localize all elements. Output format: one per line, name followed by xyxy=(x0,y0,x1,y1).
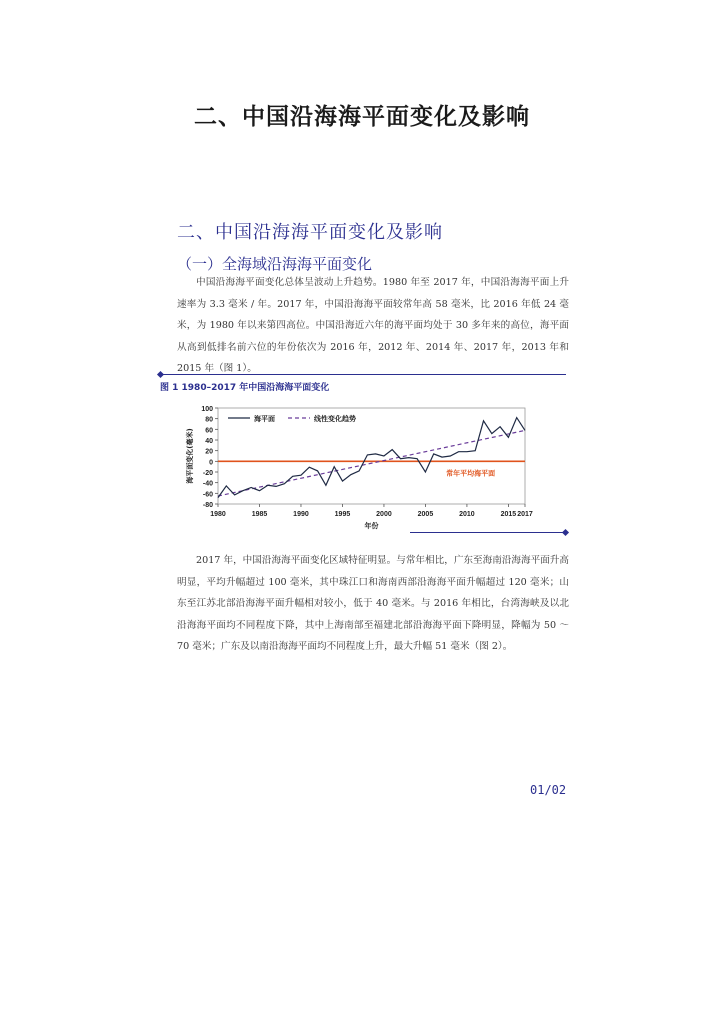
paragraph-regional-change: 2017 年，中国沿海海平面变化区域特征明显。与常年相比，广东至海南沿海海平面升高明显，平均升幅超过 100 毫米，其中珠江口和海南西部沿海海平面升幅超过 120 毫米；山东至江苏北部沿海海平面升幅相对较小，低于 40 毫米。与 2016 年相比，台湾海峡及以北沿海海平面均不同程度下降，其中上海南部至福建北部沿海海平面下降明显，降幅为 50 ～ 70 毫米；广东及以南沿海海平面均不同程度上升，最大升幅 51 毫米（图 2）。 xyxy=(177,555,569,652)
x-tick-label: 1980 xyxy=(210,511,226,518)
x-tick-label: 2017 xyxy=(517,511,533,518)
divider-bottom xyxy=(410,532,566,533)
y-tick-label: 20 xyxy=(205,448,213,456)
x-tick-label: 2000 xyxy=(376,511,392,518)
sea-level-line xyxy=(218,418,525,498)
chart-series-group xyxy=(218,418,525,498)
sea-level-chart xyxy=(180,396,550,536)
section-heading: 二、中国沿海海平面变化及影响 xyxy=(177,222,443,243)
sub-heading: （一）全海域沿海海平面变化 xyxy=(177,255,373,273)
legend-label-trend: 线性变化趋势 xyxy=(314,415,356,423)
divider-diamond-right xyxy=(562,529,569,536)
x-tick-label: 2015 xyxy=(500,511,517,518)
y-tick-label: 100 xyxy=(201,406,213,413)
figure-caption: 图 1 1980–2017 年中国沿海海平面变化 xyxy=(160,383,330,393)
x-tick-label: 1995 xyxy=(334,511,351,518)
chart-legend xyxy=(228,414,356,423)
y-tick-label: 0 xyxy=(209,459,213,467)
page-number: 01/02 xyxy=(530,783,567,797)
trend-line xyxy=(218,430,525,496)
x-tick-label: 2010 xyxy=(459,511,475,518)
y-tick-label: -20 xyxy=(202,470,213,477)
x-tick-label: 1990 xyxy=(293,511,309,518)
x-axis-label: 年份 xyxy=(364,522,379,530)
y-tick-label: 60 xyxy=(205,427,213,435)
page-title: 二、中国沿海海平面变化及影响 xyxy=(194,104,530,130)
y-axis-label: 海平面变化(毫米) xyxy=(186,428,194,484)
y-tick-label: -80 xyxy=(202,502,213,509)
divider-top xyxy=(160,374,566,375)
legend-label-sea-level: 海平面 xyxy=(254,415,275,423)
y-tick-label: -40 xyxy=(202,480,213,488)
baseline-label: 常年平均海平面 xyxy=(446,469,496,478)
paragraph-sea-level-trend: 中国沿海海平面变化总体呈波动上升趋势。1980 年至 2017 年，中国沿海海平面上升速率为 3.3 毫米 / 年。2017 年，中国沿海海平面较常年高 58 毫米，比 2016 年低 24 毫米，为 1980 年以来第四高位。中国沿海近六年的海平面均处于 30 多年来的高位，海平面从高到低排名前六位的年份依次为 2016 年，2012 年、2014 年、2017 年，2013 年和 2015 年（图 1）。 xyxy=(177,277,569,374)
chart-trend-group xyxy=(218,430,525,496)
y-tick-label: -60 xyxy=(202,491,213,499)
x-tick-label: 1985 xyxy=(251,511,268,518)
y-tick-label: 40 xyxy=(205,438,213,445)
x-tick-label: 2005 xyxy=(417,511,434,518)
y-tick-label: 80 xyxy=(205,416,213,424)
